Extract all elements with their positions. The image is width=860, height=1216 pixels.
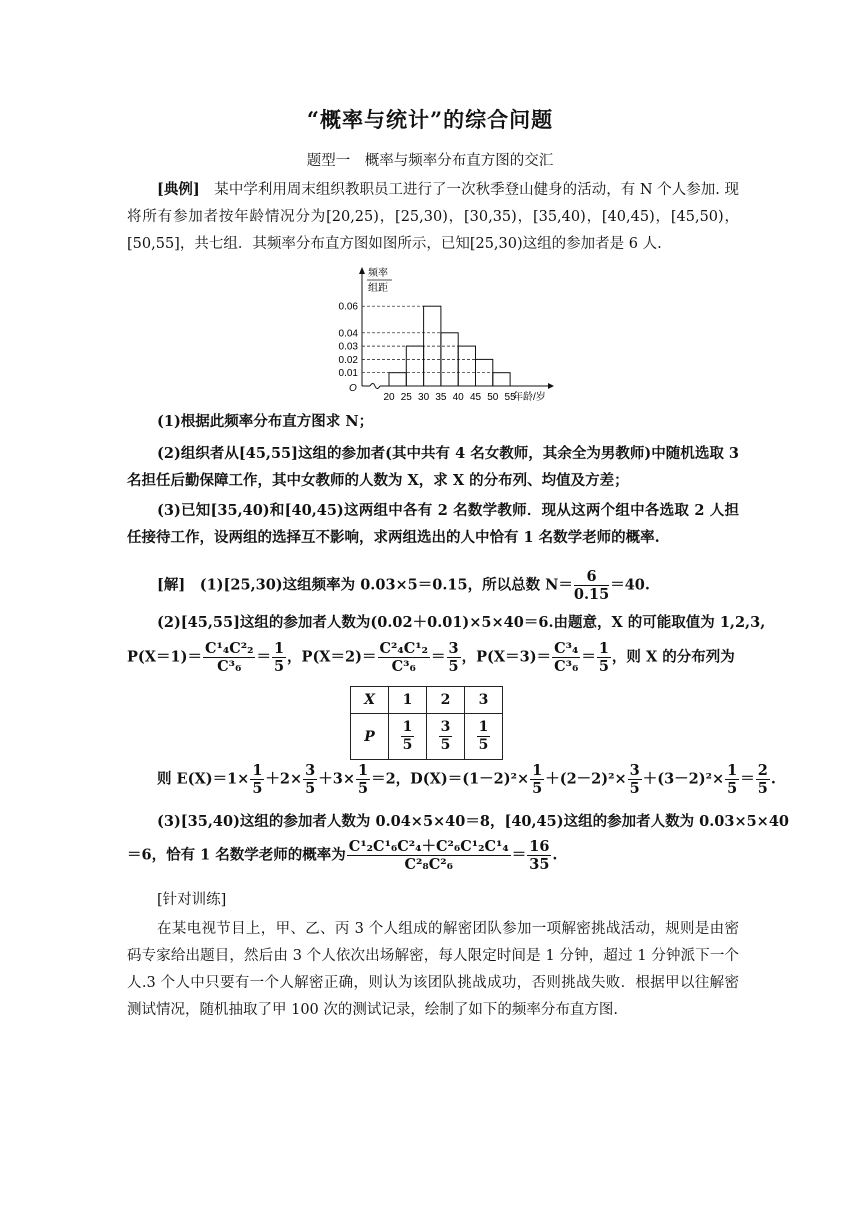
x-tick-label: 50	[487, 392, 499, 403]
x-tick-label: 35	[435, 392, 447, 403]
solution-3-line2: ＝6，恰有 1 名数学老师的概率为 $\frac{\text{C¹₂C¹₆C²₄＋C²₆C¹₂C¹₄}}{\text{C²₈C²₆}}$ ＝ $\frac{16}{35}$ .	[127, 838, 558, 873]
question-2: (2)组织者从[45,55]这组的参加者(其中共有 4 名女教师，其余全为男教师)中随机选取 3 名担任后勤保障工作，其中女教师的人数为 X，求 X 的分布列、均值及方差；	[127, 445, 739, 489]
x-axis-arrow	[548, 383, 554, 389]
x-tick-label: 20	[383, 392, 395, 403]
distribution-table	[350, 686, 503, 760]
y-label-top: 频率	[368, 268, 388, 279]
y-axis-arrow	[359, 267, 365, 274]
solution-1-text: (1)[25,30)这组频率为 0.03×5＝0.15，所以总数 N＝	[199, 576, 573, 594]
axis-break	[370, 384, 380, 389]
solution-1	[157, 568, 769, 603]
histogram-bar	[458, 346, 475, 386]
x-axis-label: 年龄/岁	[513, 392, 546, 403]
question-3: (3)已知[35,40)和[40,45)这两组中各有 2 名数学教师．现从这两个组中各选取 2 人担任接待工作，设两组的选择互不影响，求两组选出的人中恰有 1 名数学老师的概率.	[127, 502, 739, 546]
histogram-bar	[389, 373, 406, 386]
y-tick-label: 0.04	[338, 328, 358, 340]
y-tick-label: 0.02	[338, 354, 358, 366]
section-subtitle: 题型一 概率与频率分布直方图的交汇	[306, 153, 554, 169]
solution-2-probabilities: P(X＝1)＝ $\frac{\text{C¹₄C²₂}}{\text{C³₆}}$ ＝ $\frac{1}{5}$ ，P(X＝2)＝ $\frac{\text{C²₄C¹₂}}{\text{C³₆}}$ ＝ $\frac{3}{5}$ ，P(X＝3)＝ $\frac{\text{C³₄}}{\text{C³₆}}$ ＝ $\frac{1}{5}$ ，则 X 的分布列为	[127, 640, 735, 675]
solution-3-line1: (3)[35,40)这组的参加者人数为 0.04×5×40＝8，[40,45)这组的参加者人数为 0.03×5×40	[157, 813, 790, 830]
x-tick-label: 55	[504, 392, 516, 403]
y-label-bottom: 组距	[368, 283, 388, 294]
x-tick-label: 25	[400, 392, 412, 403]
document-title: “概率与统计”的综合问题	[306, 107, 554, 132]
histogram-bar	[406, 346, 423, 386]
example-text: 某中学利用周末组织教职员工进行了一次秋季登山健身的活动，有 N 个人参加. 现将所有参加者按年龄情况分为[20,25)，[25,30)，[30,35)，[35,40)，[40,45)，[45,50)，[50,55]，共七组．其频率分布直方图如图所示，已知[25,30)这组的参加者是 6 人.	[127, 182, 739, 252]
example-paragraph	[127, 176, 739, 258]
solution-tag: [解]	[157, 576, 186, 594]
y-tick-label: 0.03	[338, 341, 358, 353]
fraction-n: $\frac{6}{0.15}$	[573, 568, 610, 603]
x-tick-label: 45	[469, 392, 482, 403]
solution-2-line1: (2)[45,55]这组的参加者人数为(0.02＋0.01)×5×40＝6.由题意，X 的可能取值为 1,2,3,	[157, 614, 766, 631]
histogram-bar	[493, 373, 510, 386]
solution-1-end: ＝40.	[610, 576, 650, 594]
table-row: P $\frac{1}{5}$ $\frac{3}{5}$ $\frac{1}{5}$	[351, 714, 503, 760]
y-tick-label: 0.01	[338, 368, 358, 380]
table-row: X 1 2 3	[351, 687, 503, 714]
origin-label: O	[349, 383, 357, 394]
training-paragraph: 在某电视节目上，甲、乙、丙 3 个人组成的解密团队参加一项解密挑战活动，规则是由密码专家给出题目，然后由 3 个人依次出场解密，每人限定时间是 1 分钟，超过 1 分钟派下一个人.3 个人中只要有一个人解密正确，则认为该团队挑战成功，否则挑战失败．根据甲以往解密测试情况，随机抽取了甲 100 次的测试记录，绘制了如下的频率分布直方图.	[127, 921, 739, 1018]
x-tick-label: 30	[418, 392, 430, 403]
histogram-chart	[330, 262, 590, 408]
y-tick-label: 0.06	[338, 301, 358, 313]
example-tag: [典例]	[157, 181, 200, 198]
expectation-variance: 则 E(X)＝1× $\frac{1}{5}$ ＋2× $\frac{3}{5}$ ＋3× $\frac{1}{5}$ ＝2，D(X)＝(1－2)²× $\frac{1}{5}$ ＋(2－2)²× $\frac{3}{5}$ ＋(3－2)²× $\frac{1}{5}$ ＝ $\frac{2}{5}$ .	[157, 762, 776, 797]
question-1: (1)根据此频率分布直方图求 N；	[157, 413, 374, 430]
x-tick-label: 40	[452, 392, 464, 403]
training-tag: [针对训练]	[157, 892, 227, 908]
